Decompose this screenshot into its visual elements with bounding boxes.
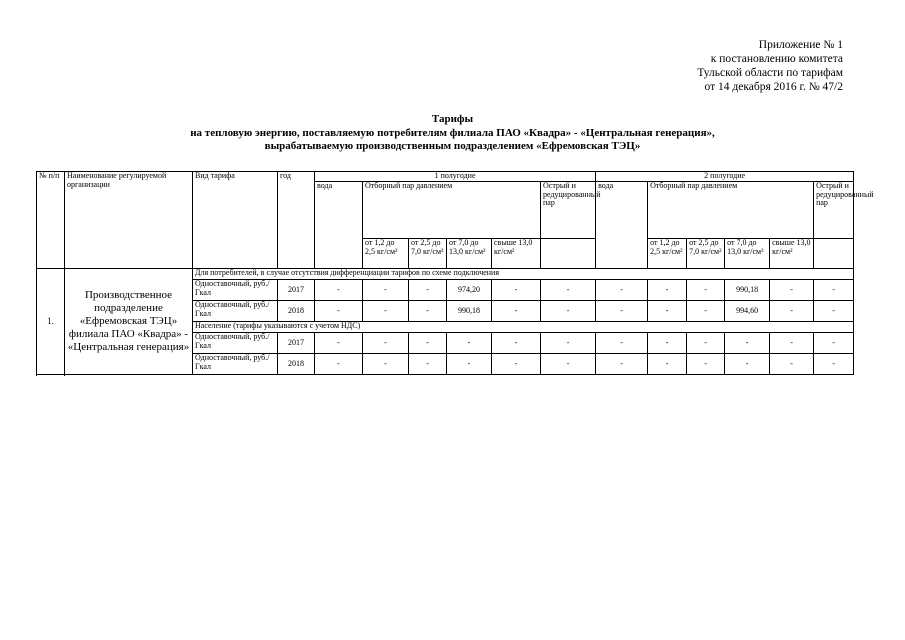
value-cell: - xyxy=(687,333,725,354)
header-pressure-2b: от 2,5 до 7,0 кг/см² xyxy=(687,239,725,269)
value-cell: - xyxy=(648,301,687,322)
header-num: № п/п xyxy=(37,172,65,269)
value-cell: - xyxy=(447,354,492,375)
value-cell: - xyxy=(447,333,492,354)
tariff-type: Одноставочный, руб./Гкал xyxy=(193,333,278,354)
appendix-block xyxy=(697,38,843,94)
header-pressure-3b: от 7,0 до 13,0 кг/см² xyxy=(725,239,770,269)
value-cell: 990,18 xyxy=(447,301,492,322)
value-cell: - xyxy=(596,301,648,322)
tariff-type: Одноставочный, руб./Гкал xyxy=(193,280,278,301)
value-cell: - xyxy=(541,280,596,301)
group-row-1 xyxy=(37,269,854,280)
header-pressure-3: от 7,0 до 13,0 кг/см² xyxy=(447,239,492,269)
value-cell: - xyxy=(363,354,409,375)
header-pressure-4: свыше 13,0 кг/см² xyxy=(492,239,541,269)
value-cell: - xyxy=(596,333,648,354)
value-cell: - xyxy=(648,333,687,354)
value-cell: - xyxy=(315,301,363,322)
value-cell: - xyxy=(541,301,596,322)
tariff-year: 2017 xyxy=(278,333,315,354)
header-org: Наименование регулируемой организации xyxy=(65,172,193,269)
value-cell: 974,20 xyxy=(447,280,492,301)
value-cell: - xyxy=(363,301,409,322)
value-cell: - xyxy=(725,354,770,375)
title-line-2: на тепловую энергию, поставляемую потребителям филиала ПАО «Квадра» - «Центральная генерация», xyxy=(190,126,715,139)
value-cell: - xyxy=(492,333,541,354)
value-cell: - xyxy=(596,280,648,301)
group-label-1: Для потребителей, в случае отсутствия дифференциации тарифов по схеме подключения xyxy=(193,269,854,280)
value-cell: 994,60 xyxy=(725,301,770,322)
value-cell: - xyxy=(596,354,648,375)
header-steam-2: Отборный пар давлением xyxy=(648,182,814,239)
header-year: год xyxy=(278,172,315,269)
value-cell: - xyxy=(409,280,447,301)
value-cell: - xyxy=(409,301,447,322)
header-sharp-empty-2 xyxy=(814,239,854,269)
value-cell: - xyxy=(770,333,814,354)
value-cell: 990,18 xyxy=(725,280,770,301)
header-type: Вид тарифа xyxy=(193,172,278,269)
value-cell: - xyxy=(687,280,725,301)
tariff-type: Одноставочный, руб./Гкал xyxy=(193,301,278,322)
appendix-line-3: Тульской области по тарифам xyxy=(697,67,843,79)
value-cell: - xyxy=(409,354,447,375)
value-cell: - xyxy=(315,333,363,354)
header-sharp-empty-1 xyxy=(541,239,596,269)
header-sharp-1: Острый и редуцированный пар xyxy=(541,182,596,239)
header-pressure-1b: от 1,2 до 2,5 кг/см² xyxy=(648,239,687,269)
tariff-type: Одноставочный, руб./Гкал xyxy=(193,354,278,375)
value-cell: - xyxy=(315,280,363,301)
value-cell: - xyxy=(814,280,854,301)
organization-name: Производственное подразделение «Ефремовская ТЭЦ» филиала ПАО «Квадра» - «Центральная генерация» xyxy=(65,269,193,375)
value-cell: - xyxy=(492,354,541,375)
group-label-2: Население (тарифы указываются с учетом НДС) xyxy=(193,322,854,333)
tariffs-table xyxy=(36,171,874,375)
header-pressure-2: от 2,5 до 7,0 кг/см² xyxy=(409,239,447,269)
header-half-1: 1 полугодие xyxy=(315,172,596,182)
value-cell: - xyxy=(315,354,363,375)
value-cell: - xyxy=(541,354,596,375)
tariff-year: 2017 xyxy=(278,280,315,301)
header-row-1 xyxy=(37,172,854,182)
row-number: 1. xyxy=(37,269,65,375)
value-cell: - xyxy=(541,333,596,354)
header-half-2: 2 полугодие xyxy=(596,172,854,182)
value-cell: - xyxy=(770,280,814,301)
value-cell: - xyxy=(648,280,687,301)
value-cell: - xyxy=(770,354,814,375)
title-line-1: Тарифы xyxy=(431,113,474,125)
document-title xyxy=(0,113,905,154)
value-cell: - xyxy=(363,333,409,354)
value-cell: - xyxy=(687,354,725,375)
title-line-3: вырабатываемую производственным подразделением «Ефремовская ТЭЦ» xyxy=(264,140,641,152)
header-pressure-1: от 1,2 до 2,5 кг/см² xyxy=(363,239,409,269)
value-cell: - xyxy=(363,280,409,301)
appendix-line-4: от 14 декабря 2016 г. № 47/2 xyxy=(704,81,843,93)
value-cell: - xyxy=(814,333,854,354)
header-sharp-2: Острый и редуцированный пар xyxy=(814,182,854,239)
value-cell: - xyxy=(687,301,725,322)
value-cell: - xyxy=(648,354,687,375)
value-cell: - xyxy=(492,280,541,301)
header-steam-1: Отборный пар давлением xyxy=(363,182,541,239)
value-cell: - xyxy=(725,333,770,354)
header-water-1: вода xyxy=(315,182,363,269)
value-cell: - xyxy=(814,301,854,322)
tariff-year: 2018 xyxy=(278,354,315,375)
value-cell: - xyxy=(814,354,854,375)
value-cell: - xyxy=(770,301,814,322)
value-cell: - xyxy=(409,333,447,354)
header-water-2: вода xyxy=(596,182,648,269)
value-cell: - xyxy=(492,301,541,322)
appendix-line-1: Приложение № 1 xyxy=(758,39,843,51)
header-pressure-4b: свыше 13,0 кг/см² xyxy=(770,239,814,269)
tariff-year: 2018 xyxy=(278,301,315,322)
appendix-line-2: к постановлению комитета xyxy=(710,53,843,65)
